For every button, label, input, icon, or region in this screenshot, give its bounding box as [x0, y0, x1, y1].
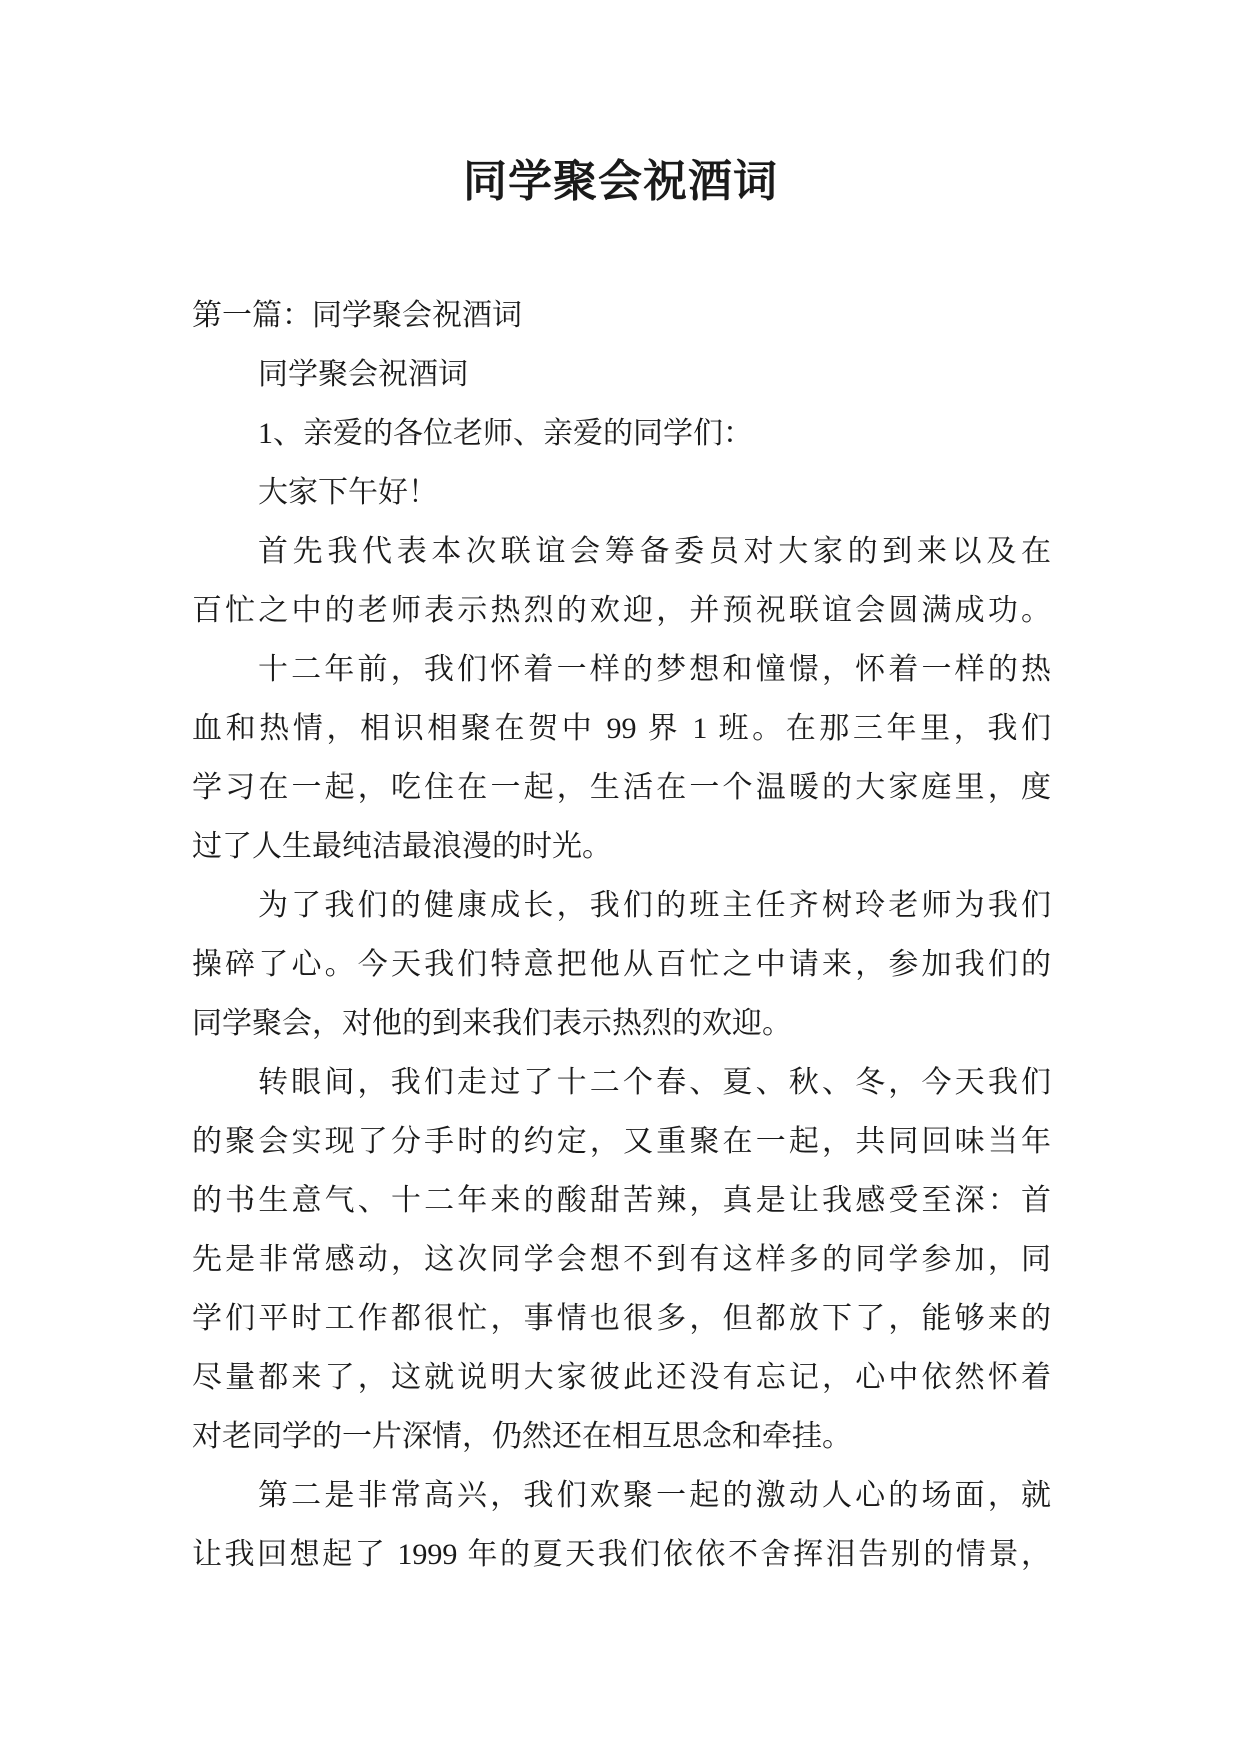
paragraph-line: 1、亲爱的各位老师、亲爱的同学们： — [258, 417, 753, 450]
paragraph-line: 同学聚会，对他的到来我们表示热烈的欢迎。 — [192, 1007, 792, 1040]
paragraph — [192, 640, 1051, 876]
paragraph-line: 先是非常感动，这次同学会想不到有这样多的同学参加，同 — [192, 1243, 1051, 1276]
paragraph — [192, 1053, 1051, 1466]
paragraph-line: 百忙之中的老师表示热烈的欢迎，并预祝联谊会圆满成功。 — [192, 594, 1051, 627]
paragraph — [192, 345, 1051, 404]
paragraph-line: 操碎了心。今天我们特意把他从百忙之中请来，参加我们的 — [192, 948, 1051, 981]
paragraph-line: 对老同学的一片深情，仍然还在相互思念和牵挂。 — [192, 1420, 852, 1453]
paragraph — [192, 463, 1051, 522]
paragraph — [192, 286, 1051, 345]
document-body — [192, 286, 1051, 1584]
paragraph-line: 的书生意气、十二年来的酸甜苦辣，真是让我感受至深：首 — [192, 1184, 1051, 1217]
paragraph-line: 为了我们的健康成长，我们的班主任齐树玲老师为我们 — [258, 889, 1051, 922]
paragraph-line: 同学聚会祝酒词 — [258, 358, 468, 391]
paragraph-line: 血和热情，相识相聚在贺中 99 界 1 班。在那三年里，我们 — [192, 712, 1051, 745]
paragraph — [192, 1466, 1051, 1584]
paragraph-line: 的聚会实现了分手时的约定，又重聚在一起，共同回味当年 — [192, 1125, 1051, 1158]
paragraph-line: 十二年前，我们怀着一样的梦想和憧憬，怀着一样的热 — [258, 653, 1051, 686]
paragraph — [192, 522, 1051, 640]
paragraph-line: 学习在一起，吃住在一起，生活在一个温暖的大家庭里，度 — [192, 771, 1051, 804]
paragraph-line: 让我回想起了 1999 年的夏天我们依依不舍挥泪告别的情景， — [192, 1538, 1051, 1571]
paragraph-line: 第二是非常高兴，我们欢聚一起的激动人心的场面，就 — [258, 1479, 1051, 1512]
paragraph — [192, 876, 1051, 1053]
paragraph-line: 转眼间，我们走过了十二个春、夏、秋、冬，今天我们 — [258, 1066, 1051, 1099]
document-title: 同学聚会祝酒词 — [463, 157, 778, 206]
paragraph-line: 过了人生最纯洁最浪漫的时光。 — [192, 830, 612, 863]
paragraph-line: 首先我代表本次联谊会筹备委员对大家的到来以及在 — [258, 535, 1051, 568]
paragraph-line: 第一篇：同学聚会祝酒词 — [192, 299, 522, 332]
paragraph-line: 大家下午好！ — [258, 476, 438, 509]
paragraph-line: 尽量都来了，这就说明大家彼此还没有忘记，心中依然怀着 — [192, 1361, 1051, 1394]
paragraph — [192, 404, 1051, 463]
paragraph-line: 学们平时工作都很忙，事情也很多，但都放下了，能够来的 — [192, 1302, 1051, 1335]
